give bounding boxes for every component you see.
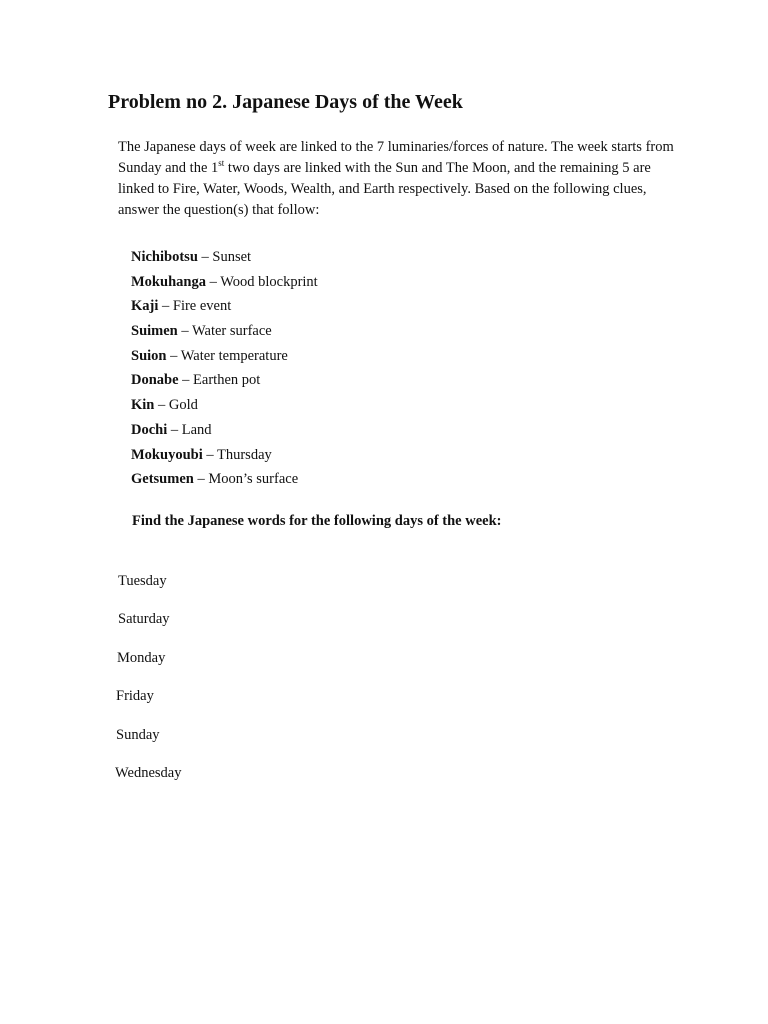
clue-word: Suion [131,347,167,364]
intro-text-end: two days are linked with the Sun and The Moon, and the remaining 5 are linked to Fire, Water, Woods, Wealth, and Earth respectively. Based on the following clues, answer the question(s) that follow: [118,160,651,218]
clue-meaning: Land [181,421,212,438]
clue-word: Donabe [131,372,179,389]
intro-superscript: st [218,158,225,169]
clue-item [131,319,318,344]
clue-dash: – [202,446,217,463]
intro-text-start: The Japanese days of week are linked to the 7 luminaries/forces of nature. The week starts from Sunday and the 1 [118,139,674,176]
clue-dash: – [158,298,173,315]
clue-item [131,344,318,369]
day-label-friday: Friday [116,688,154,704]
clue-dash: – [205,273,221,290]
clue-dash: – [166,347,181,364]
question-instruction: Find the Japanese words for the following days of the week: [132,513,502,529]
clue-dash: – [193,471,209,488]
intro-paragraph [118,137,678,221]
clue-dash: – [154,397,169,414]
clue-meaning: Gold [168,397,198,414]
clue-meaning: Earthen pot [193,372,261,389]
day-label-saturday: Saturday [118,611,170,627]
clue-dash: – [177,323,192,340]
clue-word: Nichibotsu [131,249,198,265]
day-label-sunday: Sunday [116,727,160,743]
clue-meaning: Moon’s surface [208,471,299,488]
clue-item [131,393,318,418]
clue-word: Kin [131,397,155,414]
clue-word: Dochi [131,421,168,438]
clue-word: Mokuhanga [131,273,206,290]
clue-word: Kaji [131,298,159,315]
clue-meaning: Water temperature [180,347,288,364]
clue-item [131,368,318,393]
clue-meaning: Sunset [212,249,252,265]
clue-meaning: Thursday [216,446,272,463]
clue-dash: – [197,249,213,265]
day-label-tuesday: Tuesday [118,573,167,589]
clue-word: Getsumen [131,471,194,488]
clue-dash: – [178,372,194,389]
problem-title: Problem no 2. Japanese Days of the Week [108,91,463,113]
clue-item [131,467,318,492]
clue-item [131,294,318,319]
clue-word: Mokuyoubi [131,446,203,463]
clue-item [131,270,318,295]
clue-meaning: Fire event [172,298,232,315]
clue-word: Suimen [131,323,178,340]
clue-item [131,245,318,270]
clue-item [131,418,318,443]
day-label-wednesday: Wednesday [115,765,182,781]
day-label-monday: Monday [117,650,166,666]
clue-dash: – [167,421,182,438]
clue-meaning: Wood blockprint [220,273,318,290]
clue-meaning: Water surface [192,323,272,340]
clue-list [131,245,318,492]
clue-item [131,443,318,468]
